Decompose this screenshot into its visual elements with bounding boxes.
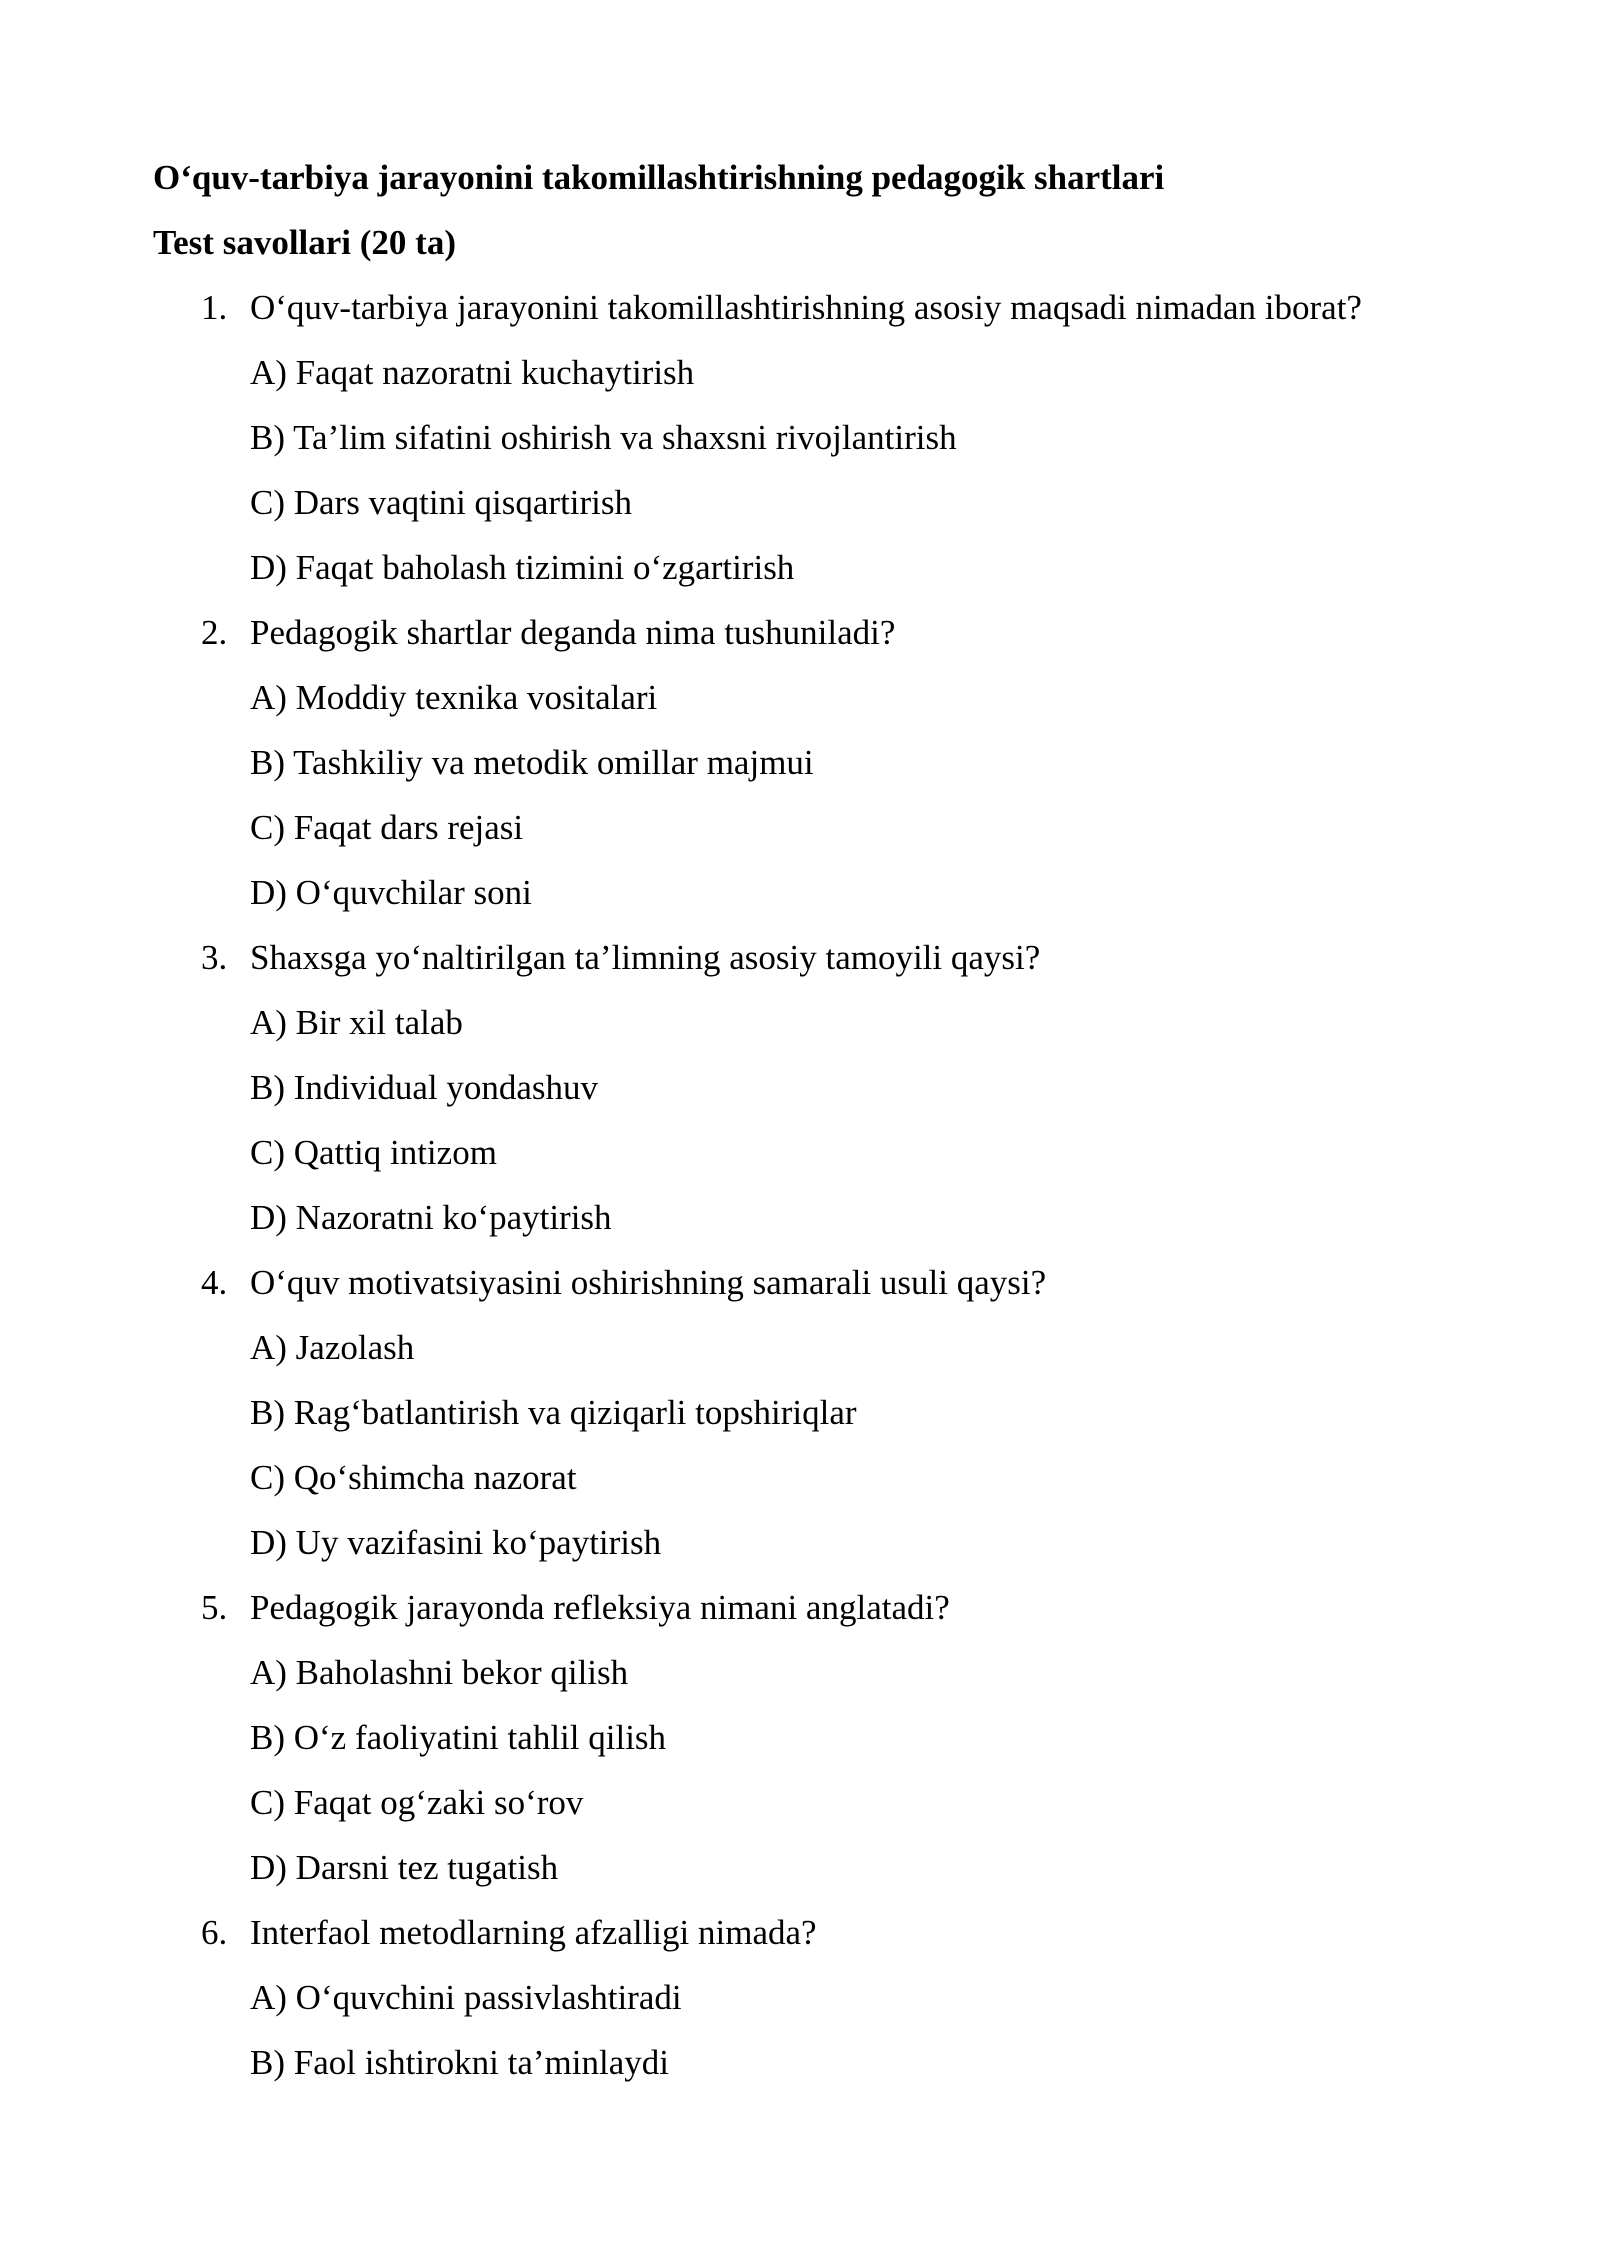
question-5-option-c: C) Faqat og‘zaki so‘rov (250, 1783, 584, 1822)
question-5 (153, 1575, 1453, 1640)
question-2 (153, 600, 1453, 665)
question-1-option-a: A) Faqat nazoratni kuchaytirish (250, 353, 695, 392)
question-3-option-d: D) Nazoratni ko‘paytirish (250, 1198, 612, 1237)
question-3 (153, 925, 1453, 990)
question-number: 3. (201, 938, 228, 977)
question-number: 6. (201, 1913, 228, 1952)
question-text: O‘quv-tarbiya jarayonini takomillashtirishning asosiy maqsadi nimadan iborat? (250, 288, 1362, 327)
document-title: O‘quv-tarbiya jarayonini takomillashtirishning pedagogik shartlari (153, 158, 1165, 197)
question-4-option-c: C) Qo‘shimcha nazorat (250, 1458, 577, 1497)
question-1-option-c: C) Dars vaqtini qisqartirish (250, 483, 633, 522)
question-4 (153, 1250, 1453, 1315)
question-number: 4. (201, 1263, 228, 1302)
question-1-option-b: B) Ta’lim sifatini oshirish va shaxsni rivojlantirish (250, 418, 957, 457)
question-2-option-c: C) Faqat dars rejasi (250, 808, 524, 847)
question-text: O‘quv motivatsiyasini oshirishning samarali usuli qaysi? (250, 1263, 1047, 1302)
question-3-option-a: A) Bir xil talab (250, 1003, 463, 1042)
question-6-option-b: B) Faol ishtirokni ta’minlaydi (250, 2043, 669, 2082)
question-text: Pedagogik jarayonda refleksiya nimani anglatadi? (250, 1588, 950, 1627)
question-4-option-a: A) Jazolash (250, 1328, 415, 1367)
question-4-option-d: D) Uy vazifasini ko‘paytirish (250, 1523, 662, 1562)
question-3-option-b: B) Individual yondashuv (250, 1068, 599, 1107)
question-6 (153, 1900, 1453, 1965)
document-subtitle: Test savollari (20 ta) (153, 223, 456, 262)
question-number: 5. (201, 1588, 228, 1627)
question-5-option-d: D) Darsni tez tugatish (250, 1848, 559, 1887)
question-text: Interfaol metodlarning afzalligi nimada? (250, 1913, 817, 1952)
question-number: 2. (201, 613, 228, 652)
question-2-option-d: D) O‘quvchilar soni (250, 873, 532, 912)
question-6-option-a: A) O‘quvchini passivlashtiradi (250, 1978, 682, 2017)
document-content (153, 145, 1453, 2095)
question-2-option-a: A) Moddiy texnika vositalari (250, 678, 658, 717)
question-text: Pedagogik shartlar deganda nima tushuniladi? (250, 613, 896, 652)
question-1 (153, 275, 1453, 340)
question-3-option-c: C) Qattiq intizom (250, 1133, 497, 1172)
question-text: Shaxsga yo‘naltirilgan ta’limning asosiy tamoyili qaysi? (250, 938, 1041, 977)
question-1-option-d: D) Faqat baholash tizimini o‘zgartirish (250, 548, 795, 587)
question-number: 1. (201, 288, 228, 327)
question-5-option-b: B) O‘z faoliyatini tahlil qilish (250, 1718, 667, 1757)
question-5-option-a: A) Baholashni bekor qilish (250, 1653, 629, 1692)
question-2-option-b: B) Tashkiliy va metodik omillar majmui (250, 743, 814, 782)
question-4-option-b: B) Rag‘batlantirish va qiziqarli topshiriqlar (250, 1393, 857, 1432)
